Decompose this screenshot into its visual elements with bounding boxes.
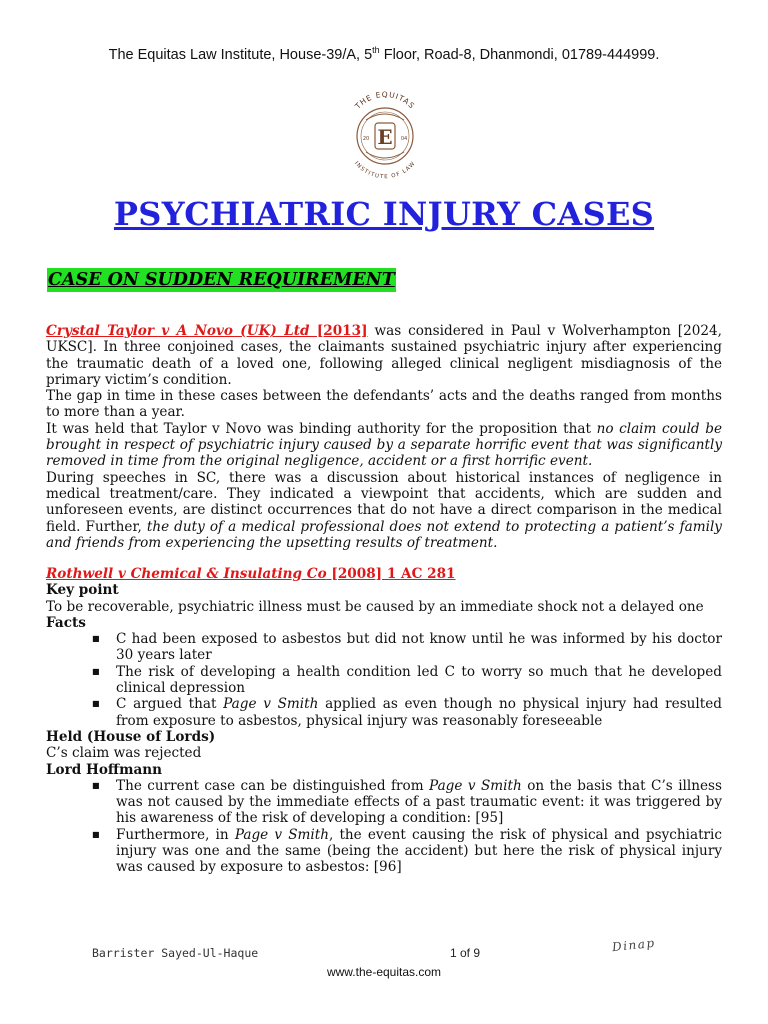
list-item: ■ The current case can be distinguished from Page v Smith on the basis that C’s illness was not caused by the immediate effects of a past traumatic event: it was triggered by his awareness of the risk of developing a condition: [95] — [92, 777, 722, 827]
lord-list — [46, 778, 722, 876]
key-point-text: To be recoverable, psychiatric illness must be caused by an immediate shock not a delayed one — [46, 598, 704, 615]
equitas-logo — [336, 80, 434, 190]
address-text: The Equitas Law Institute, House-39/A, 5 — [108, 46, 373, 63]
held-label: Held (House of Lords) — [46, 728, 216, 745]
lord-label: Lord Hoffmann — [46, 761, 163, 778]
crystal-para-2: The gap in time in these cases between the defendants’ acts and the deaths ranged from months to more than a year. — [46, 388, 722, 421]
held-text: C’s claim was rejected — [46, 745, 202, 762]
institute-address — [60, 42, 708, 64]
crystal-para-3: It was held that Taylor v Novo was binding authority for the proposition that no claim could be brought in respect of psychiatric injury caused by a separate horrific event that was significantly removed in time from the original negligence, accident or a first horrific event. — [46, 420, 722, 470]
list-item: ■ The risk of developing a health condition led C to worry so much that he developed clinical depression — [92, 663, 722, 697]
rothwell-section — [46, 566, 722, 876]
crystal-case-link[interactable]: Crystal Taylor v A Novo (UK) Ltd [2013] — [46, 323, 368, 339]
key-point-label: Key point — [46, 582, 119, 599]
bullet-icon: ■ — [92, 699, 100, 709]
bullet-icon: ■ — [92, 829, 100, 839]
facts-list — [46, 631, 722, 729]
address-superscript: th — [372, 45, 380, 55]
address-text-cont: Floor, Road-8, Dhanmondi, 01789-444999. — [379, 46, 660, 63]
logo-year-left: 20 — [362, 136, 370, 142]
signature: Dinap — [611, 935, 657, 955]
list-item: ■ C argued that Page v Smith applied as even though no physical injury had resulted from exposure to asbestos, physical injury was reasonably foreseeable — [92, 696, 722, 729]
logo-letter: E — [377, 125, 393, 149]
footer-url[interactable]: www.the-equitas.com — [326, 965, 442, 979]
footer-author: Barrister Sayed-Ul-Haque — [92, 946, 259, 960]
bullet-icon: ■ — [92, 634, 100, 644]
rothwell-case-link[interactable]: Rothwell v Chemical & Insulating Co [2008] 1 AC 281 — [46, 566, 456, 582]
rothwell-case-line — [46, 566, 722, 582]
bullet-icon: ■ — [92, 666, 100, 676]
logo-bottom-text: INSTITUTE OF LAW — [353, 160, 417, 181]
list-item: ■ Furthermore, in Page v Smith, the event causing the risk of physical and psychiatric injury was one and the same (being the accident) but here the risk of physical injury was caused by exposure to asbestos: [96] — [92, 826, 722, 876]
logo-top-text: THE EQUITAS — [353, 89, 417, 111]
crystal-taylor-section — [46, 323, 722, 551]
logo-year-right: 04 — [400, 136, 408, 142]
section-heading: CASE ON SUDDEN REQUIREMENT — [48, 270, 395, 290]
page-title: PSYCHIATRIC INJURY CASES — [113, 195, 655, 233]
crystal-para-1 — [46, 323, 722, 388]
list-item: ■ C had been exposed to asbestos but did not know until he was informed by his doctor 30 years later — [92, 631, 722, 664]
crystal-para-1-text: was considered in Paul v Wolverhampton [2024, UKSC]. In three conjoined cases, the claimants sustained psychiatric injury after experiencing the traumatic death of a loved one, following alleged clinical negligent misdiagnosis of the primary victim’s condition. — [46, 323, 723, 388]
page-number: 1 of 9 — [450, 946, 481, 960]
crystal-para-4: During speeches in SC, there was a discussion about historical instances of negligence in medical treatment/care. They indicated a viewpoint that accidents, which are sudden and unforeseen events, are distinct occurrences that do not have a direct comparison in the medical field. Further, the duty of a medical professional does not extend to protecting a patient’s family and friends from experiencing the upsetting results of treatment. — [46, 469, 722, 551]
bullet-icon: ■ — [92, 780, 100, 790]
facts-label: Facts — [46, 614, 86, 631]
